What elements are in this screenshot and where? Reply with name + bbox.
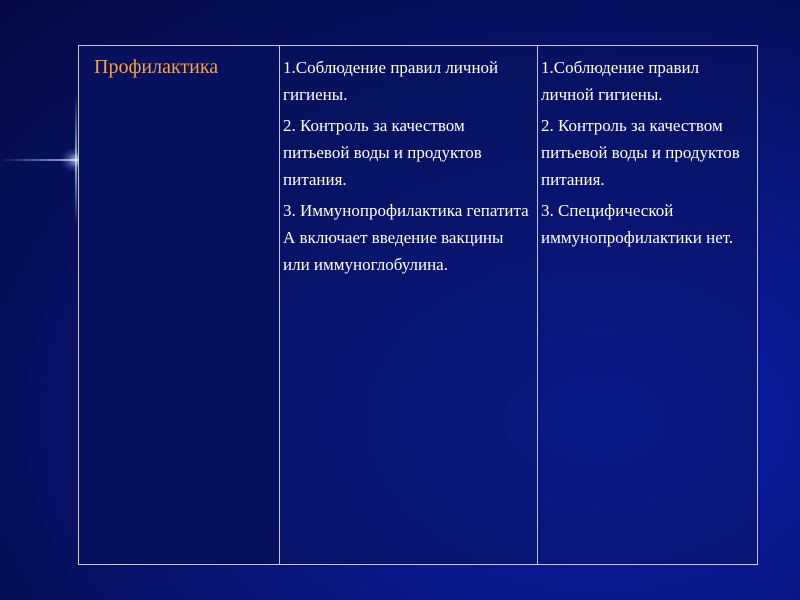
list-item: 2. Контроль за качеством питьевой воды и продуктов питания. bbox=[541, 116, 740, 189]
list-item: 1.Соблюдение правил личной гигиены. bbox=[283, 58, 499, 104]
hepatitis-a-cell bbox=[280, 46, 538, 565]
table-row bbox=[79, 46, 758, 565]
comparison-cell bbox=[538, 46, 758, 565]
heading-label: Профилактика bbox=[94, 56, 219, 78]
prevention-table bbox=[78, 45, 758, 565]
list-item: 1.Соблюдение правил личной гигиены. bbox=[541, 58, 700, 104]
list-item: 3. Специфической иммунопрофилактики нет. bbox=[541, 201, 734, 247]
heading-cell bbox=[79, 46, 280, 565]
list-item: 2. Контроль за качеством питьевой воды и продуктов питания. bbox=[283, 116, 482, 189]
list-item: 3. Иммунопрофилактика гепатита А включает введение вакцины или иммуноглобулина. bbox=[283, 201, 529, 274]
